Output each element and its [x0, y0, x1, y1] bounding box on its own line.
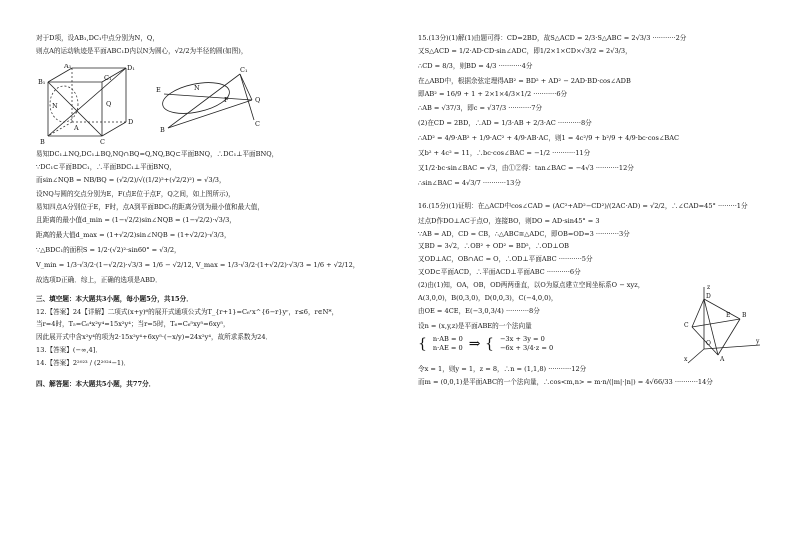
text-line: 过点D作DO⊥AC于点O，连接BO，则DO = AD·sin45° = 3 — [418, 216, 600, 225]
answer-line: 因此展开式中含x²y⁴的项为2·15x²y⁴+6xy⁵·(−x/y)=24x²y⁴，故所求系数为24． — [36, 333, 273, 342]
arrow: ⇒ { — [468, 335, 494, 352]
figure-label: x — [684, 356, 688, 364]
figure-label: A — [74, 123, 79, 132]
formula-line: V_min = 1/3·√3/2·(1−√2/2)·√3/3 = 1/6 − √2/12, V_max = 1/3·√3/2·(1+√2/2)·√3/3 = 1/6 + √2/12， — [36, 260, 360, 269]
figure-label: D — [706, 293, 711, 301]
text-line: ∵DC₁⊂平面BDC₁，∴平面BDC₁⊥平面BNQ， — [36, 162, 176, 171]
system-right — [500, 335, 553, 353]
text-line: 又1/2·bc·sin∠BAC = √3，由①②得：tan∠BAC = −4√3 ···········12分 — [418, 164, 634, 173]
text-line: ∴AB = √37/3，即c = √37/3 ···········7分 — [418, 104, 543, 113]
text-line: 设NQ与圆的交点分别为E，F(点E位于点F，Q之间，如上图所示)， — [36, 190, 235, 199]
text-line: 又b² + 4c² = 11，∴bc·cos∠BAC = −1/2 ···········11分 — [418, 149, 591, 158]
figure-label: B₁ — [38, 77, 46, 86]
figure-label: Q — [255, 95, 261, 104]
figure-label: C — [255, 119, 260, 128]
coordinate-figure — [682, 281, 764, 365]
text-line: 又BD = 3√2，∴OB² + OD² = BD²，∴OD⊥OB — [418, 242, 569, 251]
q16-part2-block — [418, 281, 764, 365]
text-line: ∵AB = AD，CD = CB，∴△ABC≅△ADC，即OB=OD=3 ···········3分 — [418, 229, 630, 238]
section-heading: 三、填空题：本大题共3小题，每小题5分，共15分． — [36, 294, 193, 303]
brace: { — [418, 335, 427, 352]
formula-line: ∵△BDC₁的面积S = 1/2·(√2)²·sin60° = √3/2， — [36, 246, 181, 255]
figure-label: A — [720, 356, 725, 364]
equation: −3x + 3y = 0 — [499, 334, 545, 343]
equation: n·AE = 0 — [432, 343, 463, 352]
formula-line: 且距离的最小值d_min = (1−√2/2)sin∠NQB = (1−√2/2)·√3/3， — [36, 216, 236, 225]
formula-line: 而sin∠NQB = NB/BQ = (√2/2)/√((1/2)²+(√2/2)²) = √3/3， — [36, 175, 226, 184]
text-line: 16.(15分)(1)证明：在△ACD中cos∠CAD = (AC²+AD²−CD²)/(2AC·AD) = √2/2，∴∠CAD=45° ·········1分 — [418, 201, 748, 210]
text-line: 即AB² = 16/9 + 1 + 2×1×4/3×1/2 ···········6分 — [418, 89, 568, 98]
text-line: ∴CD = 8/3，则BD = 4/3 ···········4分 — [418, 61, 533, 70]
equation-system — [418, 335, 648, 353]
cube-figure — [36, 64, 136, 146]
figure-label: O — [706, 340, 711, 348]
text-line: ∴sin∠BAC = 4√3/7 ···········13分 — [418, 178, 521, 187]
figure-label: D₁ — [127, 63, 135, 72]
answer-line: 13.【答案】(−∞,4]． — [36, 346, 102, 355]
figure-label: E — [156, 85, 161, 94]
text-line: ∴AD² = 4/9·AB² + 1/9·AC² + 4/9·AB·AC，则1 = 4c²/9 + b²/9 + 4/9·bc·cos∠BAC — [418, 134, 680, 143]
circle-figure — [154, 64, 264, 134]
answer-line: 14.【答案】2²⁰²³ / (2²⁰²⁴−1)． — [36, 359, 131, 368]
right-column — [418, 34, 764, 393]
text-line: 而m = (0,0,1)是平面ABC的一个法向量，∴cos<m,n> = m·n/(|m|·|n|) = 4√66/33 ···········14分 — [418, 378, 713, 387]
answer-line: 12.【答案】24【详解】二项式(x+y)⁶的展开式通项公式为T_{r+1}=C₆ʳx^{6−r}yʳ，r≤6，r∈N*， — [36, 307, 339, 316]
text-line: (2)在CD = 2BD，∴AD = 1/3·AB + 2/3·AC ···········8分 — [418, 119, 592, 128]
text-line: 对于D项，设AB₁,DC₁中点分别为N，Q， — [36, 34, 159, 42]
figure-label: C — [100, 137, 105, 146]
text-line: 又S△ACD = 1/2·AD·CD·sin∠ADC，即1/2×1×CD×√3/2 = 2√3/3， — [418, 46, 632, 55]
figure-label: z — [707, 284, 711, 292]
figure-label: C₁ — [104, 73, 112, 82]
text-line: 15.(13分)(1)解(1)由题可得：CD=2BD，故S△ACD = 2/3·S△ABC = 2√3/3 ···········2分 — [418, 34, 687, 42]
text-line: 令x = 1，则y = 1，z = 8，∴n = (1,1,8) ···········12分 — [418, 365, 587, 374]
figure-label: A₁ — [64, 63, 72, 70]
answer-line: 当r=4时，T₅=C₆⁴x²y⁴=15x²y⁴；当r=5时，T₆=C₆⁵xy⁵=6xy⁵， — [36, 320, 230, 329]
figure-row — [36, 60, 384, 150]
text-line: 易知四点A分别位于E，F时，点A到平面BDC₁的距离分别为最小值和最大值， — [36, 203, 264, 212]
figure-label: B — [160, 125, 165, 134]
text-line: 设n = (x,y,z)是平面ABE的一个法向量 — [418, 321, 532, 330]
figure-label: C₁ — [240, 65, 248, 74]
section-heading: 四、解答题：本大题共5小题，共77分． — [36, 380, 156, 389]
text-line: 由OE = 4CE，E(−3,0,3/4) ···········8分 — [418, 306, 540, 315]
figure-label: Q — [106, 99, 112, 108]
text-line: (2)由(1)知，OA，OB，OD两两垂直，以O为原点建立空间坐标系O − xyz， — [418, 281, 645, 290]
text-line: 在△ABD中，根据余弦定理得AB² = BD² + AD² − 2AD·BD·cos∠ADB — [418, 76, 631, 85]
equation: −6x + 3/4·z = 0 — [499, 343, 554, 352]
system-left — [433, 335, 463, 353]
text-line: 则点A的运动轨迹是平面ABC₁D内以N为圆心，√2/2为半径的圆(如图)， — [36, 46, 248, 55]
figure-label: D — [128, 117, 134, 126]
figure-label: B — [742, 312, 747, 320]
figure-label: E — [726, 312, 731, 320]
figure-label: C — [684, 322, 689, 330]
equation: n·AB = 0 — [432, 334, 463, 343]
figure-label: N — [52, 101, 58, 110]
formula-line: 距离的最大值d_max = (1+√2/2)sin∠NQB = (1+√2/2)·√3/3， — [36, 231, 231, 240]
text-line: 又OD⊥AC，OB∩AC = O，∴OD⊥平面ABC ···········5分 — [418, 255, 593, 264]
figure-label: B — [40, 137, 45, 146]
text-line: 又OD⊂平面ACD，∴平面ACD⊥平面ABC ···········6分 — [418, 268, 581, 277]
q16-part2-text — [418, 281, 648, 356]
figure-label: F — [224, 95, 229, 104]
left-column — [36, 34, 384, 393]
figure-label: N — [194, 83, 200, 92]
text-line: 故选项D正确．综上，正确的选项是ABD． — [36, 275, 162, 284]
figure-label: y — [756, 338, 760, 346]
text-line: A(3,0,0)，B(0,3,0)，D(0,0,3)，C(−4,0,0)， — [418, 294, 558, 303]
text-line: 易知DC₁⊥NQ,DC₁⊥BQ,NQ∩BQ=Q,NQ,BQ⊂平面BNQ，∴DC₁⊥平面BNQ， — [36, 149, 279, 158]
